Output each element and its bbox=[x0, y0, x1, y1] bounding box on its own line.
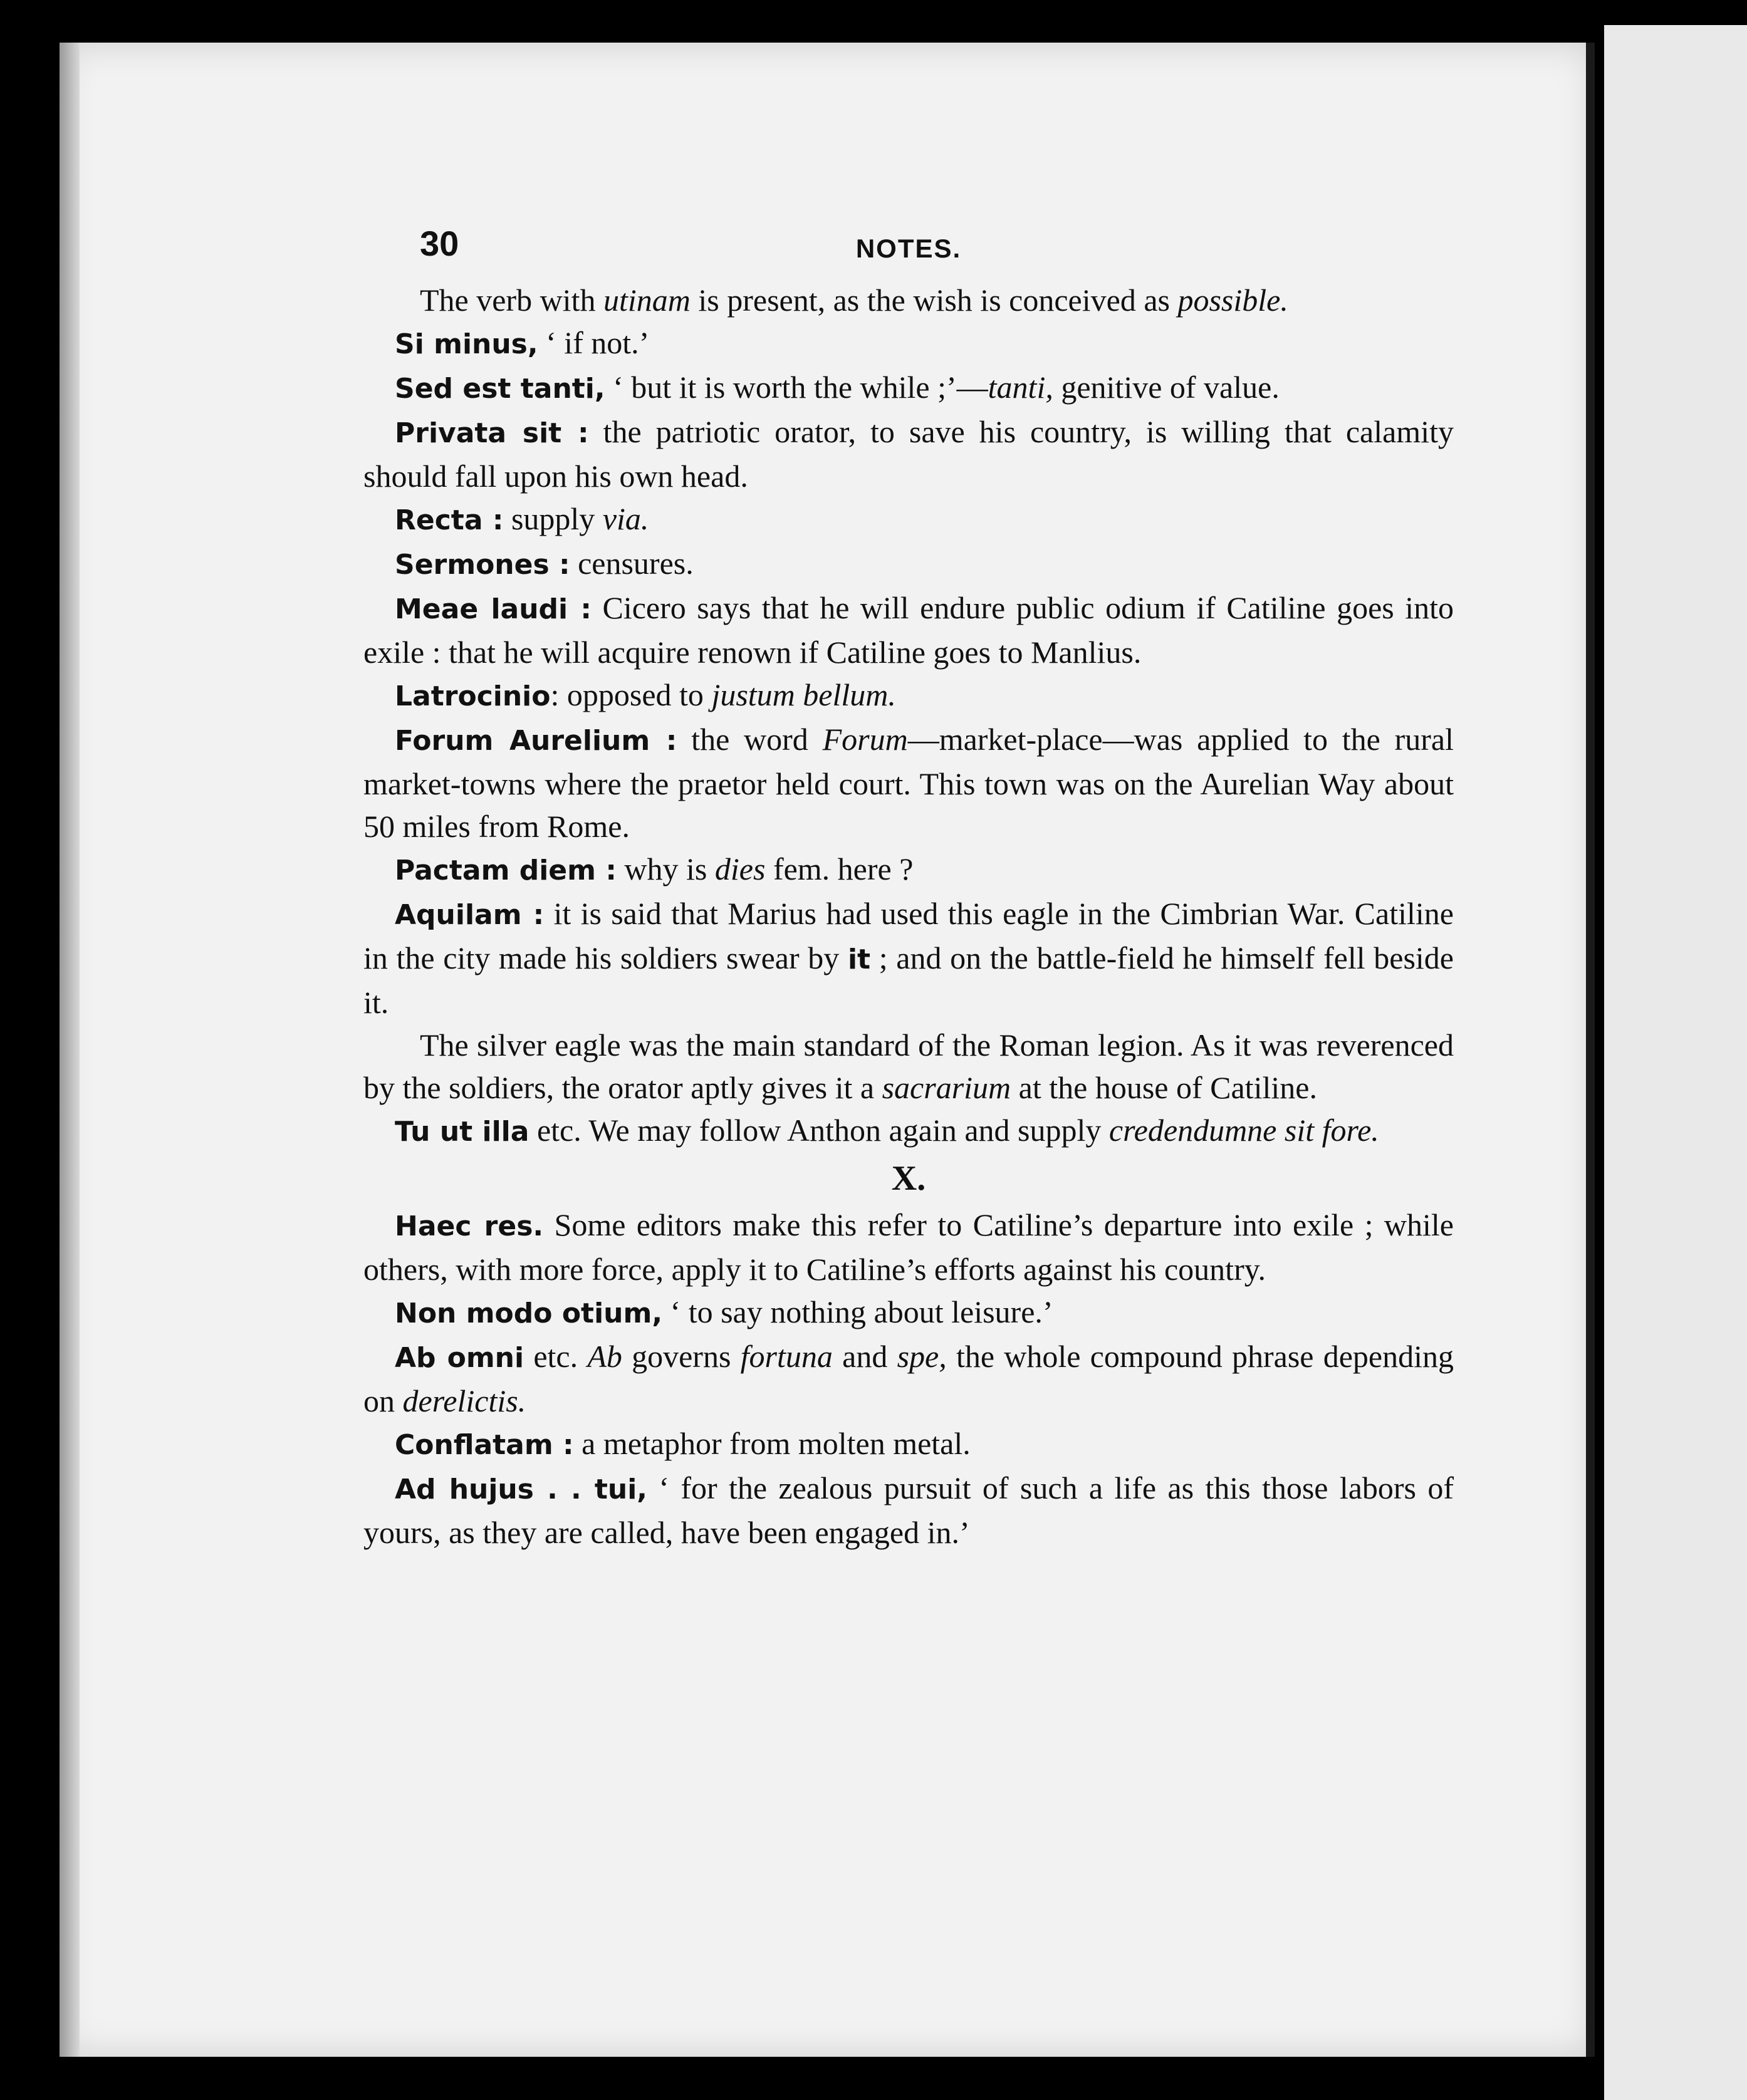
page-spine bbox=[60, 43, 80, 2057]
note-text: The verb with bbox=[420, 283, 603, 318]
note-text: : opposed to bbox=[550, 677, 712, 712]
note-text: censures. bbox=[570, 546, 694, 581]
note-entry bbox=[363, 892, 1454, 1024]
note-lemma: Non modo otium, bbox=[395, 1297, 663, 1329]
italic-term: Ab bbox=[587, 1339, 622, 1374]
note-entry bbox=[363, 1109, 1454, 1153]
note-text: etc. We may follow Anthon again and supply bbox=[529, 1113, 1109, 1148]
note-lemma: Pactam diem : bbox=[395, 855, 617, 886]
page-header bbox=[363, 222, 1454, 279]
note-entry bbox=[363, 586, 1454, 673]
note-text: —market-place—was applied to the rural market-towns where the praetor held court. This town was on the Aurelian Way about 50 miles from Rome. bbox=[363, 722, 1454, 844]
note-lemma: Meae laudi : bbox=[395, 593, 592, 625]
note-lemma: Recta : bbox=[395, 504, 504, 536]
italic-term: credendumne sit fore. bbox=[1108, 1113, 1379, 1148]
note-text: ‘ if not.’ bbox=[538, 325, 650, 360]
page-number: 30 bbox=[420, 224, 459, 263]
note-text: Some editors make this refer to Catiline’s departure into exile ; while others, with more force, apply it to Catiline’s efforts against his country. bbox=[363, 1207, 1454, 1287]
note-entry bbox=[363, 718, 1454, 848]
note-text: the whole compound phrase depending on bbox=[363, 1339, 1454, 1418]
note-text: genitive of value. bbox=[1053, 370, 1280, 405]
note-lemma: Sed est tanti, bbox=[395, 373, 605, 405]
note-entry bbox=[363, 1203, 1454, 1291]
italic-term: utinam bbox=[603, 283, 691, 318]
note-lemma: it bbox=[847, 943, 871, 975]
facing-page bbox=[1604, 25, 1747, 2100]
note-lemma: Latrocinio bbox=[395, 680, 551, 712]
note-text: and bbox=[832, 1339, 897, 1374]
note-text: ; and on the battle-field he himself fell beside it. bbox=[363, 940, 1454, 1020]
note-entry bbox=[363, 848, 1454, 892]
page-content bbox=[363, 222, 1454, 1554]
note-lemma: Forum Aurelium : bbox=[395, 725, 677, 757]
italic-term: fortuna bbox=[740, 1339, 833, 1374]
note-lemma: Sermones : bbox=[395, 549, 570, 581]
note-text: fem. here ? bbox=[765, 851, 914, 886]
note-entry bbox=[363, 497, 1454, 542]
note-entry bbox=[363, 1291, 1454, 1335]
note-text: it is said that Marius had used this eagle in the Cimbrian War. Catiline in the city made his soldiers swear by bbox=[363, 896, 1454, 975]
note-text: supply bbox=[503, 501, 603, 536]
note-entry bbox=[363, 321, 1454, 366]
note-lemma: Si minus, bbox=[395, 328, 538, 360]
section-heading: X. bbox=[891, 1159, 926, 1198]
note-entry bbox=[363, 542, 1454, 586]
note-text: governs bbox=[622, 1339, 741, 1374]
note-lemma: Privata sit : bbox=[395, 417, 589, 449]
italic-term: Forum bbox=[822, 722, 908, 757]
italic-term: justum bellum. bbox=[711, 677, 896, 712]
italic-term: via. bbox=[602, 501, 649, 536]
note-text: why is bbox=[616, 851, 715, 886]
note-text: the word bbox=[677, 722, 823, 757]
note-text: a metaphor from molten metal. bbox=[573, 1426, 971, 1461]
note-text: ‘ for the zealous pursuit of such a life as this those labors of yours, as they are called, have been engaged in.’ bbox=[363, 1470, 1454, 1550]
italic-term: tanti, bbox=[988, 370, 1053, 405]
note-entry bbox=[363, 366, 1454, 410]
note-lemma: Aquilam : bbox=[395, 899, 545, 931]
notes-section-ix bbox=[363, 279, 1454, 1153]
notes-section-x bbox=[363, 1203, 1454, 1554]
note-lemma: Conflatam : bbox=[395, 1429, 574, 1461]
note-entry bbox=[363, 410, 1454, 497]
note-text: ‘ to say nothing about leisure.’ bbox=[662, 1294, 1053, 1329]
note-lemma: Ad hujus . . tui, bbox=[395, 1474, 648, 1505]
italic-term: possible. bbox=[1177, 283, 1288, 318]
note-text: ‘ but it is worth the while ;’— bbox=[605, 370, 988, 405]
note-paragraph bbox=[363, 1024, 1454, 1109]
note-paragraph bbox=[363, 279, 1454, 321]
note-text: at the house of Catiline. bbox=[1011, 1070, 1317, 1105]
note-lemma: Ab omni bbox=[395, 1342, 524, 1374]
italic-term: derelictis. bbox=[402, 1383, 526, 1418]
page-edge bbox=[1586, 43, 1595, 2057]
italic-term: dies bbox=[714, 851, 766, 886]
note-lemma: Tu ut illa bbox=[395, 1116, 529, 1148]
note-text: Cicero says that he will endure public odium if Catiline goes into exile : that he will acquire renown if Catiline goes to Manlius. bbox=[363, 590, 1454, 670]
note-entry bbox=[363, 1467, 1454, 1554]
note-text: etc. bbox=[524, 1339, 588, 1374]
note-entry bbox=[363, 1422, 1454, 1467]
running-head: NOTES. bbox=[855, 234, 962, 263]
italic-term: sacrarium bbox=[882, 1070, 1011, 1105]
note-text: The silver eagle was the main standard of the Roman legion. As it was reverenced by the soldiers, the orator aptly gives it a bbox=[363, 1027, 1454, 1105]
note-text: the patriotic orator, to save his country, is willing that calamity should fall upon his own head. bbox=[363, 414, 1454, 494]
note-lemma: Haec res. bbox=[395, 1210, 544, 1242]
note-entry bbox=[363, 1335, 1454, 1422]
italic-term: spe, bbox=[897, 1339, 947, 1374]
note-text: is present, as the wish is conceived as bbox=[690, 283, 1178, 318]
note-entry bbox=[363, 673, 1454, 718]
